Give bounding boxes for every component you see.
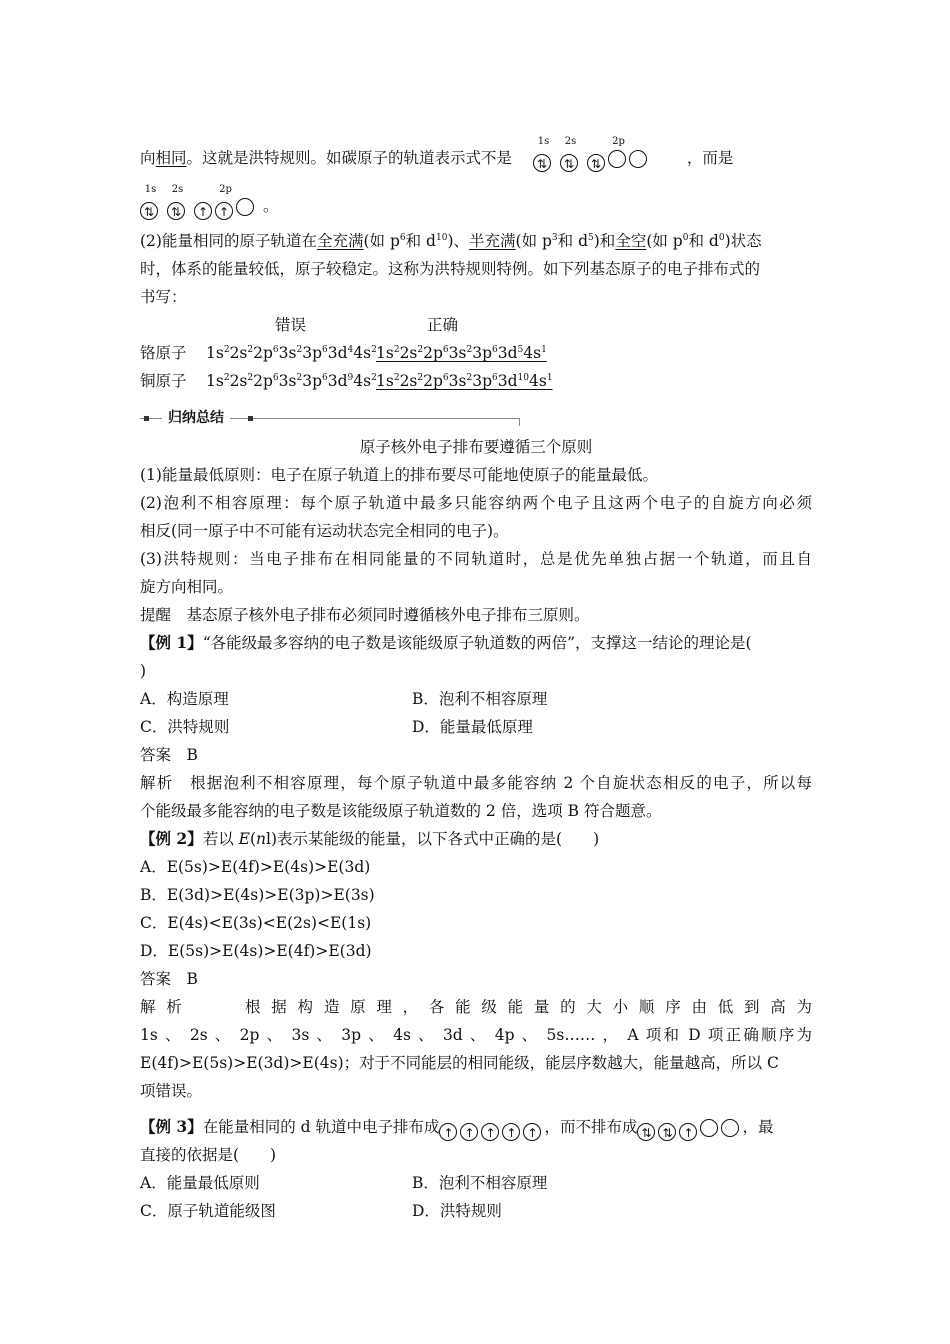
orbital-paired-icon: ⇅	[560, 154, 578, 172]
orbital-up-icon: ↑	[502, 1123, 520, 1141]
example-tag: 【例 3】	[140, 1117, 203, 1136]
d-orbital-diagram-correct	[439, 1116, 544, 1141]
example-3-options-row2	[140, 1200, 812, 1222]
example-2-explanation: E(4f)>E(5s)>E(3d)>E(4s)；对于不同能层的相同能级，能层序数越大，能量越高，所以 C	[140, 1054, 779, 1072]
orbital-empty-icon	[236, 198, 254, 216]
option-d: D．洪特规则	[412, 1202, 502, 1220]
option-a: A．E(5s)>E(4f)>E(4s)>E(3d)	[140, 858, 371, 876]
config-row-cu	[140, 370, 812, 392]
option-d: D．能量最低原理	[412, 718, 533, 736]
orbital-paired-icon: ⇅	[167, 202, 185, 220]
example-2-explanation: 项错误。	[140, 1082, 203, 1100]
intro-line-3: 时，体系的能量较低，原子较稳定。这称为洪特规则特例。如下列基态原子的电子排布式的	[140, 260, 761, 278]
config-wrong: $1s^22s^22p^63s^23p^63d^94s^2$	[206, 372, 377, 390]
column-right: 正确	[427, 316, 459, 334]
column-wrong: 错误	[275, 316, 307, 334]
orbital-diagram-wrong	[533, 136, 656, 172]
orbital-up-icon: ↑	[481, 1123, 499, 1141]
orbital-label: 2s	[564, 136, 577, 147]
option-b: B．泡利不相容原理	[412, 690, 548, 708]
example-1-options-row1	[140, 688, 812, 710]
orbital-label: 2s	[171, 184, 184, 195]
underlined-term: 全空	[615, 232, 647, 250]
orbital-empty-icon	[700, 1119, 718, 1137]
example-2-explanation: 解析 根据构造原理，各能级能量的大小顺序由低到高为	[140, 998, 812, 1016]
intro-line-1	[140, 136, 812, 172]
summary-tag: 归纳总结	[162, 407, 230, 429]
d-orbital-diagram-wrong	[637, 1116, 742, 1141]
summary-title: 原子核外电子排布要遵循三个原则	[359, 438, 593, 456]
summary-reminder: 提醒 基态原子核外电子排布必须同时遵循核外电子排布三原则。	[140, 606, 590, 624]
orbital-up-icon: ↑	[215, 202, 233, 220]
text: 向	[140, 149, 156, 167]
summary-line: 相反(同一原子中不可能有运动状态完全相同的电子)。	[140, 522, 509, 540]
option-a: A．构造原理	[140, 690, 229, 708]
orbital-label: 2p	[612, 136, 625, 147]
example-tag: 【例 1】	[140, 633, 203, 652]
orbital-up-icon: ↑	[523, 1123, 541, 1141]
atom-name: 铜原子	[140, 372, 187, 390]
orbital-paired-icon: ⇅	[658, 1123, 676, 1141]
intro-line-2: (2)能量相同的原子轨道在全充满(如 $p^6$和 $d^{10}$)、半充满(如 $p^3$和 $d^5$)和全空(如 $p^0$和 $d^0$)状态	[140, 232, 762, 250]
intro-line-4: 书写：	[140, 288, 187, 306]
option-c: C．洪特规则	[140, 718, 230, 736]
example-tag: 【例 2】	[140, 829, 203, 848]
example-2-answer: 答案 B	[140, 970, 198, 988]
option-b: B．E(3d)>E(4s)>E(3p)>E(3s)	[140, 886, 375, 904]
orbital-paired-icon: ⇅	[533, 154, 551, 172]
atom-name: 铬原子	[140, 344, 187, 362]
option-c: C．原子轨道能级图	[140, 1202, 276, 1220]
config-wrong: $1s^22s^22p^63s^23p^63d^44s^2$	[206, 344, 377, 362]
option-b: B．泡利不相容原理	[412, 1174, 548, 1192]
orbital-empty-icon	[721, 1119, 739, 1137]
text: 。这就是洪特规则。如碳原子的轨道表示式不是	[186, 149, 513, 167]
orbital-up-icon: ↑	[439, 1123, 457, 1141]
option-c: C．E(4s)<E(3s)<E(2s)<E(1s)	[140, 914, 372, 932]
summary-line: (3)洪特规则：当电子排布在相同能量的不同轨道时，总是优先单独占据一个轨道，而且自	[140, 550, 812, 568]
summary-line: (2)泡利不相容原理：每个原子轨道中最多只能容纳两个电子且这两个电子的自旋方向必须	[140, 494, 812, 512]
example-1-answer: 答案 B	[140, 746, 198, 764]
example-1-explanation: 解析 根据泡利不相容原理，每个原子轨道中最多能容纳 2 个自旋状态相反的电子，所以每	[140, 774, 812, 792]
orbital-label: 1s	[144, 184, 157, 195]
example-1-options-row2	[140, 716, 812, 738]
example-1-stem-end: )	[140, 662, 147, 680]
orbital-paired-icon: ⇅	[637, 1123, 655, 1141]
example-1-explanation: 个能级最多能容纳的电子数是该能级原子轨道数的 2 倍，选项 B 符合题意。	[140, 802, 662, 820]
orbital-empty-icon	[608, 150, 626, 168]
underlined-term: 全充满	[316, 232, 364, 250]
example-3-options-row1	[140, 1172, 812, 1194]
summary-line: 旋方向相同。	[140, 578, 234, 596]
example-1-stem: 【例 1】“各能级最多容纳的电子数是该能级原子轨道数的两倍”，支撑这一结论的理论是(	[140, 633, 752, 652]
underlined-term: 半充满	[469, 232, 516, 250]
orbital-paired-icon: ⇅	[587, 154, 605, 172]
orbital-diagram-right: 1s ⇅ 2s ⇅ 2p ↑ ↑ 。	[140, 195, 812, 220]
orbital-label: 1s	[537, 136, 550, 147]
example-2-stem: 【例 2】若以 E(nl)表示某能级的能量，以下各式中正确的是( )	[140, 829, 600, 848]
config-row-cr	[140, 342, 812, 364]
option-a: A．能量最低原则	[140, 1174, 260, 1192]
orbital-label: 2p	[219, 184, 232, 195]
text: ，而是	[686, 149, 734, 167]
orbital-up-icon: ↑	[460, 1123, 478, 1141]
config-right: $1s^22s^22p^63s^23p^63d^{10}4s^1$	[376, 372, 553, 390]
option-d: D．E(5s)>E(4s)>E(4f)>E(3d)	[140, 942, 372, 960]
example-2-explanation: 1s 、 2s 、 2p 、 3s 、 3p 、 4s 、 3d 、 4p 、 5s…… ， A 项和 D 项正确顺序为	[140, 1026, 812, 1044]
orbital-up-icon: ↑	[679, 1123, 697, 1141]
example-3-stem: 【例 3】在能量相同的 d 轨道中电子排布成 ↑ ↑ ↑ ↑ ↑ ，而不排布成 ⇅ ⇅ ↑ ，最	[140, 1117, 774, 1140]
summary-header-bar	[140, 407, 520, 429]
example-3-stem-end: 直接的依据是( )	[140, 1146, 277, 1164]
summary-line: (1)能量最低原则：电子在原子轨道上的排布要尽可能地使原子的能量最低。	[140, 466, 658, 484]
underlined-term: 相同	[155, 149, 187, 167]
orbital-up-icon: ↑	[194, 202, 212, 220]
config-right: $1s^22s^22p^63s^23p^63d^54s^1$	[376, 344, 547, 362]
orbital-empty-icon	[629, 150, 647, 168]
orbital-paired-icon: ⇅	[140, 202, 158, 220]
